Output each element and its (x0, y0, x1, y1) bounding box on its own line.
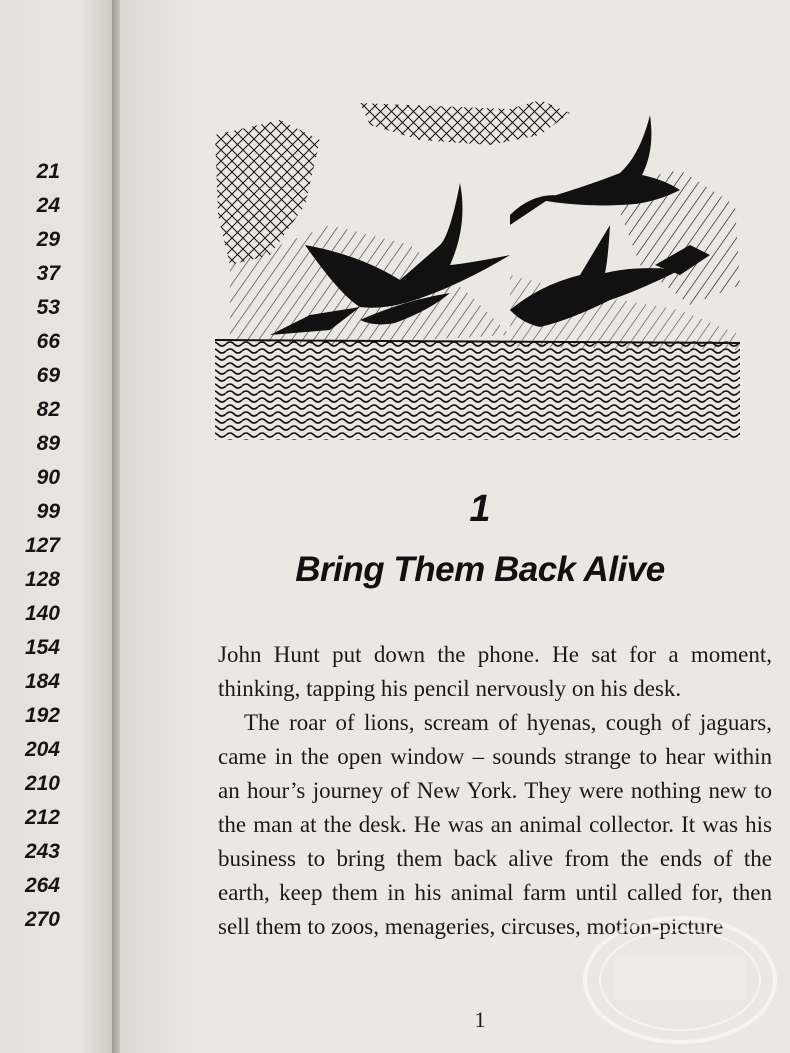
contents-page-numbers (0, 155, 60, 937)
chapter-title: Bring Them Back Alive (295, 550, 665, 589)
flying-fish-over-sea-illustration (210, 95, 745, 445)
book-spine (112, 0, 120, 1053)
contents-page-number: 154 (24, 636, 60, 659)
body-paragraph: John Hunt put down the phone. He sat for a moment, thinking, tapping his pencil nervously on his desk. (218, 642, 772, 701)
contents-page-number: 204 (24, 738, 60, 761)
contents-page-number: 264 (24, 874, 60, 897)
contents-page-number: 243 (24, 840, 60, 863)
chapter-body-text (218, 638, 772, 944)
page-number: 1 (474, 1007, 486, 1032)
contents-page-number: 29 (36, 228, 60, 251)
contents-page-number: 89 (36, 432, 60, 455)
contents-page-number: 270 (24, 908, 60, 931)
contents-page-number: 184 (24, 670, 60, 693)
contents-page-number: 210 (24, 772, 60, 795)
seal-stamp-watermark (575, 900, 785, 1050)
contents-page-number: 127 (24, 534, 60, 557)
contents-page-number: 128 (24, 568, 60, 591)
current-page (120, 0, 790, 1053)
contents-page-number: 37 (36, 262, 60, 285)
contents-page-number: 90 (36, 466, 60, 489)
contents-page-number: 53 (36, 296, 60, 319)
contents-page-number: 99 (36, 500, 60, 523)
chapter-number: 1 (469, 488, 491, 530)
contents-page-number: 212 (24, 806, 60, 829)
contents-page-number: 192 (24, 704, 60, 727)
contents-page-number: 21 (36, 160, 60, 183)
contents-page-number: 140 (24, 602, 60, 625)
previous-page (0, 0, 112, 1053)
contents-page-number: 24 (36, 194, 60, 217)
running-head-bleed (320, 2, 620, 18)
contents-page-number: 82 (36, 398, 60, 421)
body-paragraph: The roar of lions, scream of hyenas, cough of jaguars, came in the open window – sounds strange to hear within an hour’s journey of New York. They were nothing new to the man at the desk. He was an animal collector. It was his business to bring them back alive from the ends of the earth, keep them in his animal farm until called for, then sell them to zoos, menageries, circuses, motion-picture (218, 710, 772, 939)
contents-page-number: 66 (36, 330, 60, 353)
contents-page-number: 69 (36, 364, 60, 387)
